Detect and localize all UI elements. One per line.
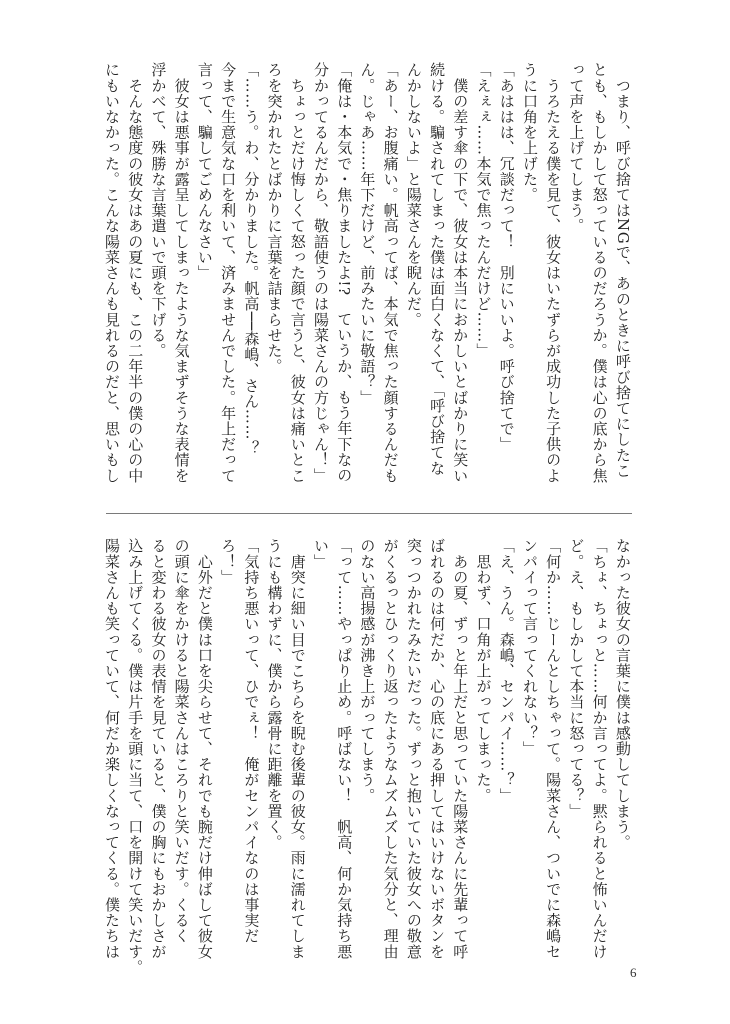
text-line: 「ちょ、ちょっと……何か言ってよ。黙られると怖いんだけ bbox=[590, 538, 609, 960]
text-line: 「あははは、冗談だって！ 別にいいよ。呼び捨てで」 bbox=[497, 62, 516, 452]
text-line: んかしないよ」と陽菜さんを睨んだ。 bbox=[404, 62, 423, 328]
text-line: のない高揚感が沸き上がってしまう。 bbox=[358, 538, 377, 804]
text-block-top bbox=[104, 62, 630, 494]
text-line: うにも構わずに、僕から露骨に距離を置く。 bbox=[265, 538, 284, 850]
text-line: ちょっとだけ悔しくて怒った顔で言うと、彼女は痛いとこ bbox=[288, 62, 307, 484]
text-line: うに口角を上げた。 bbox=[520, 62, 539, 203]
text-line: 続ける。騙されてしまった僕は面白くなくて、「呼び捨てな bbox=[428, 62, 447, 476]
text-line: 彼女は悪事が露呈してしまったような気まずそうな表情を bbox=[172, 62, 191, 484]
text-line: ろ！」 bbox=[219, 538, 238, 585]
text-line: 込み上げてくる。僕は片手を頭に当て、口を開けて笑いだす。 bbox=[126, 538, 145, 975]
text-line: 「俺は・本気で・焦りましたよ!? ていうか、もう年下なの bbox=[335, 62, 354, 483]
text-line: 分かってるんだから、敬語使うのは陽菜さんの方じゃん！」 bbox=[311, 62, 330, 484]
text-line: 僕の差す傘の下で、彼女は本当におかしいとばかりに笑い bbox=[451, 62, 470, 484]
text-line: なかった彼女の言葉に僕は感動してしまう。 bbox=[613, 538, 632, 850]
text-line: い」 bbox=[311, 538, 330, 570]
text-line: 陽菜さんも笑っていて、何だか楽しくなってくる。僕たちは bbox=[103, 538, 121, 960]
text-line: ろを突かれたとばかりに言葉を詰まらせた。 bbox=[265, 62, 284, 374]
text-line: ンパイって言ってくれない？」 bbox=[520, 538, 539, 757]
text-line: 「えぇぇ……本気で焦ったんだけど……」 bbox=[474, 62, 493, 359]
text-line: 「……う。わ、分かりました。帆高──森嶋、さん……？ bbox=[242, 62, 261, 456]
text-block-bottom bbox=[103, 538, 632, 975]
text-line: 心外だと僕は口を尖らせて、それでも腕だけ伸ばして彼女 bbox=[195, 538, 214, 960]
text-line: って声を上げてしまう。 bbox=[567, 62, 586, 234]
text-line: 「何か……じーんとしちゃって。陽菜さん、ついでに森嶋セ bbox=[544, 538, 563, 960]
section-divider bbox=[106, 513, 632, 514]
text-line: にもいなかった。こんな陽菜さんも見れるのだと、思いもし bbox=[103, 62, 121, 484]
text-line: つまり、呼び捨てはNGで、あのときに呼び捨てにしたこ bbox=[613, 62, 632, 479]
text-line: とも、もしかして怒っているのだろうか。僕は心の底から焦 bbox=[590, 62, 609, 484]
text-line: 唐突に細い目でこちらを睨む後輩の彼女。雨に濡れてしま bbox=[288, 538, 307, 960]
text-line: 「気持ち悪いって、ひでぇ！ 俺がセンパイなのは事実だ bbox=[242, 538, 261, 944]
text-line: ばれるのは何だか、心の底にある押してはいけないボタンを bbox=[428, 538, 447, 960]
text-line: ん。じゃあ……年下だけど、前みたいに敬語？」 bbox=[358, 62, 377, 406]
text-line: あの夏、ずっと年上だと思っていた陽菜さんに先輩って呼 bbox=[451, 538, 470, 960]
text-line: ると変わる彼女の表情を見ていると、僕の胸にもおかしさが bbox=[149, 538, 168, 960]
text-line: がくるっとひっくり返ったようなムズムズした気分と、理由 bbox=[381, 538, 400, 960]
text-line: 思わず、口角が上がってしまった。 bbox=[474, 538, 493, 804]
text-line: ど。え、もしかして本当に怒ってる？」 bbox=[567, 538, 586, 819]
page-number: 6 bbox=[630, 965, 637, 980]
text-line: の頭に傘をかけると陽菜さんはころりと笑いだす。くるく bbox=[172, 538, 191, 944]
text-line: 「って……やっぱり止め。呼ばない！ 帆高、何か気持ち悪 bbox=[335, 538, 354, 960]
text-line: そんな態度の彼女はあの夏にも、この二年半の僕の心の中 bbox=[126, 62, 145, 484]
text-line: 「あー、お腹痛い。帆高ってば、本気で焦った顔するんだも bbox=[381, 62, 400, 484]
text-line: 言って、騙してごめんなさい」 bbox=[195, 62, 214, 281]
text-line: 「え、うん。森嶋、センパイ……？」 bbox=[497, 538, 516, 804]
text-line: 突っつかれたみたいだった。ずっと抱いていた彼女への敬意 bbox=[404, 538, 423, 960]
text-line: 浮かべて、殊勝な言葉遣いで頭を下げる。 bbox=[149, 62, 168, 359]
text-line: うろたえる僕を見て、彼女はいたずらが成功した子供のよ bbox=[544, 62, 563, 484]
text-line: 今まで生意気な口を利いて、済みませんでした。年上だって bbox=[219, 62, 238, 484]
